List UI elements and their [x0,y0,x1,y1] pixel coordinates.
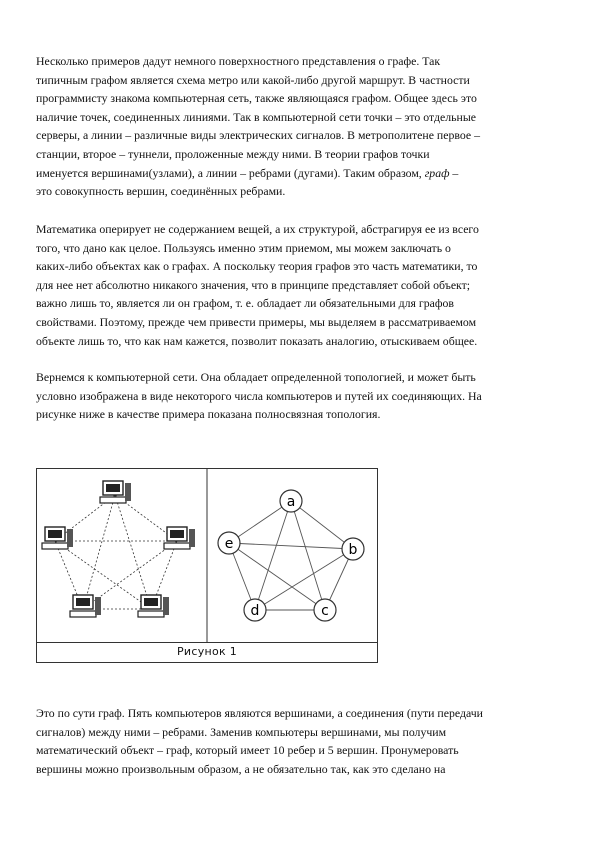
text-line: типичным графом является схема метро или какой-либо другой маршрут. В частности [36,72,470,87]
graph-vertex-e [218,532,240,554]
vertex-label: d [250,603,260,619]
graph-vertex-c [314,599,336,621]
paragraph-2 [36,220,566,350]
vertex-label: b [348,542,358,558]
computer-icon [42,527,73,549]
text-line: Математика оперирует не содержанием вещей, а их структурой, абстрагируя ее из всего [36,222,479,236]
vertex-label: e [224,536,234,552]
text-line: именуется вершинами(узлами), а линии – ребрами (дугами). Таким образом, граф – [36,165,459,180]
figure-network-graph [36,468,378,663]
text-line: условно изображена в виде некоторого числа компьютеров и путей их соединяющих. На [36,388,482,403]
graph-vertex-b [342,538,364,560]
computer-icon [164,527,195,549]
computer-icon [100,481,131,503]
text-line: Это по сути граф. Пять компьютеров являются вершинами, а соединения (пути передачи [36,706,483,720]
paragraph-1 [36,52,566,201]
network-links [55,495,177,609]
text-line: Несколько примеров дадут немного поверхностного представления о графе. Так [36,54,441,68]
text-line: сигналов) между ними – ребрами. Заменив компьютеры вершинами, мы получим [36,724,447,739]
text-line: Вернемся к компьютерной сети. Она обладает определенной топологией, и может быть [36,370,476,384]
text-line: важно лишь то, является ли он графом, т. е. обладает ли обязательными для графов [36,296,454,311]
vertex-label: c [321,603,329,619]
graph-vertex-d [244,599,266,621]
text-line: наличие точек, соединенных линиями. Так в компьютерной сети точки – это отдельные [36,109,476,124]
graph-vertex-a [280,490,302,512]
text-line: для нее нет абсолютно никакого значения, что в принципе представляет собой объект; [36,277,471,292]
network-topology-diagram [37,469,377,643]
text-line: математический объект – граф, который имеет 10 ребер и 5 вершин. Пронумеровать [36,743,459,758]
abstract-graph-panel [218,490,364,621]
graph-edges [229,501,353,610]
vertex-label: a [286,494,296,510]
text-line: вершины можно произвольным образом, а не обязательно так, как это сделано на [36,761,446,776]
paragraph-3 [36,368,566,424]
text-line: того, что дано как целое. Пользуясь именно этим приемом, мы можем заключать о [36,240,451,255]
text-line: серверы, а линии – различные виды электрических сигналов. В метрополитене первое – [36,128,480,143]
figure-caption: Рисунок 1 [177,645,238,658]
text-line: это совокупность вершин, соединённых ребрами. [36,184,286,199]
text-line: рисунке ниже в качестве примера показана полносвязная топология. [36,407,381,422]
text-line: станции, второе – туннели, проложенные между ними. В теории графов точки [36,146,430,161]
paragraph-4 [36,704,566,778]
text-line: каких-либо объектах как о графах. А поскольку теория графов это часть математики, то [36,259,478,274]
computer-network-panel [42,481,195,617]
text-line: объекте лишь то, что как нам кажется, позволит показать аналогию, отыскиваем общее. [36,333,478,348]
figure-caption-bar [37,642,377,662]
computer-icon [138,595,169,617]
text-line: свойствами. Поэтому, прежде чем привести примеры, мы выделяем в рассматриваемом [36,314,477,329]
computer-icon [70,595,101,617]
text-line: программисту знакома компьютерная сеть, также являющаяся графом. Общее здесь это [36,91,477,106]
